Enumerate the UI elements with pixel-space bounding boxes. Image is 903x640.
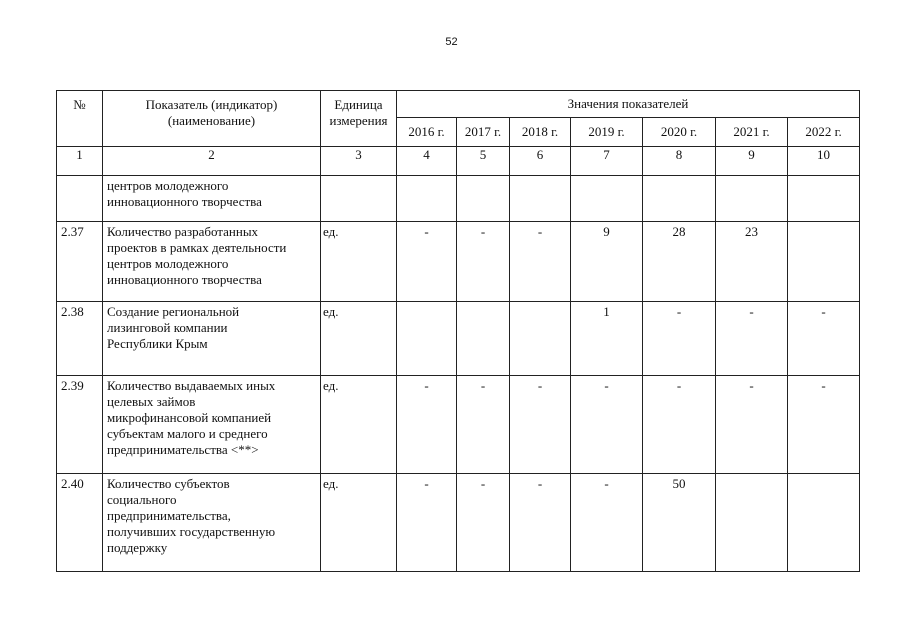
row-value: -: [788, 302, 860, 376]
table-row: [57, 176, 860, 222]
header-year: 2016 г.: [397, 118, 457, 147]
row-value: [643, 176, 716, 222]
header-year: 2018 г.: [510, 118, 571, 147]
row-value: [457, 176, 510, 222]
row-indicator-name: [103, 376, 321, 474]
column-index: 3: [321, 147, 397, 176]
table-row: [57, 474, 860, 572]
row-number: [57, 176, 103, 222]
name-line: Количество разработанных: [107, 224, 259, 239]
header-row-1: [57, 91, 860, 118]
header-year: 2017 г.: [457, 118, 510, 147]
row-value: -: [716, 376, 788, 474]
row-value: -: [571, 376, 643, 474]
row-value: [788, 474, 860, 572]
column-index: 2: [103, 147, 321, 176]
row-value: -: [397, 474, 457, 572]
column-index: 10: [788, 147, 860, 176]
row-unit: ед.: [321, 474, 397, 572]
name-line: поддержку: [107, 540, 168, 555]
header-name-line1: Показатель (индикатор): [145, 97, 278, 112]
row-value: -: [571, 474, 643, 572]
row-unit: ед.: [321, 222, 397, 302]
name-line: центров молодежного: [107, 256, 229, 271]
row-value: -: [788, 376, 860, 474]
row-value: 1: [571, 302, 643, 376]
name-line: целевых займов: [107, 394, 196, 409]
table-row: [57, 376, 860, 474]
row-value: [788, 176, 860, 222]
row-value: -: [643, 302, 716, 376]
row-value: 9: [571, 222, 643, 302]
name-line: Создание региональной: [107, 304, 240, 319]
name-line: получивших государственную: [107, 524, 276, 539]
row-value: -: [643, 376, 716, 474]
row-value: 23: [716, 222, 788, 302]
column-index: 6: [510, 147, 571, 176]
column-index: 4: [397, 147, 457, 176]
row-value: 50: [643, 474, 716, 572]
row-value: -: [397, 222, 457, 302]
name-line: инновационного творчества: [107, 194, 262, 209]
header-num: №: [57, 91, 103, 147]
row-value: -: [510, 222, 571, 302]
column-index: 1: [57, 147, 103, 176]
table-row: [57, 222, 860, 302]
name-line: центров молодежного: [107, 178, 229, 193]
header-unit-line2: измерения: [329, 113, 388, 128]
row-value: [397, 176, 457, 222]
column-index: 9: [716, 147, 788, 176]
page-number: 52: [445, 36, 458, 48]
name-line: Количество субъектов: [107, 476, 230, 491]
row-unit: ед.: [321, 376, 397, 474]
row-value: [397, 302, 457, 376]
row-value: [716, 176, 788, 222]
name-line: микрофинансовой компанией: [107, 410, 272, 425]
row-indicator-name: [103, 474, 321, 572]
header-year: 2022 г.: [788, 118, 860, 147]
name-line: предпринимательства <**>: [107, 442, 259, 457]
row-number: 2.40: [57, 474, 103, 572]
row-value: -: [397, 376, 457, 474]
name-line: лизинговой компании: [107, 320, 228, 335]
name-line: социального: [107, 492, 177, 507]
row-value: [510, 176, 571, 222]
row-number: 2.38: [57, 302, 103, 376]
row-value: [457, 302, 510, 376]
row-indicator-name: [103, 176, 321, 222]
column-index-row: [57, 147, 860, 176]
row-value: [788, 222, 860, 302]
header-values-group: Значения показателей: [397, 91, 860, 118]
row-value: [571, 176, 643, 222]
row-value: -: [510, 474, 571, 572]
name-line: Количество выдаваемых иных: [107, 378, 276, 393]
header-unit: [321, 91, 397, 147]
row-value: -: [457, 376, 510, 474]
row-value: -: [510, 376, 571, 474]
header-unit-line1: Единица: [334, 97, 383, 112]
row-indicator-name: [103, 302, 321, 376]
name-line: проектов в рамках деятельности: [107, 240, 287, 255]
header-year: 2019 г.: [571, 118, 643, 147]
header-name: [103, 91, 321, 147]
row-value: -: [457, 474, 510, 572]
row-value: -: [457, 222, 510, 302]
name-line: предпринимательства,: [107, 508, 231, 523]
row-value: -: [716, 302, 788, 376]
row-number: 2.39: [57, 376, 103, 474]
row-unit: ед.: [321, 302, 397, 376]
row-unit: [321, 176, 397, 222]
row-value: [716, 474, 788, 572]
column-index: 5: [457, 147, 510, 176]
name-line: инновационного творчества: [107, 272, 262, 287]
column-index: 7: [571, 147, 643, 176]
row-value: 28: [643, 222, 716, 302]
row-value: [510, 302, 571, 376]
name-line: Республики Крым: [107, 336, 208, 351]
header-year: 2021 г.: [716, 118, 788, 147]
column-index: 8: [643, 147, 716, 176]
indicators-table: [56, 90, 860, 572]
row-indicator-name: [103, 222, 321, 302]
header-year: 2020 г.: [643, 118, 716, 147]
row-number: 2.37: [57, 222, 103, 302]
name-line: субъектам малого и среднего: [107, 426, 268, 441]
header-name-line2: (наименование): [167, 113, 256, 128]
table-row: [57, 302, 860, 376]
